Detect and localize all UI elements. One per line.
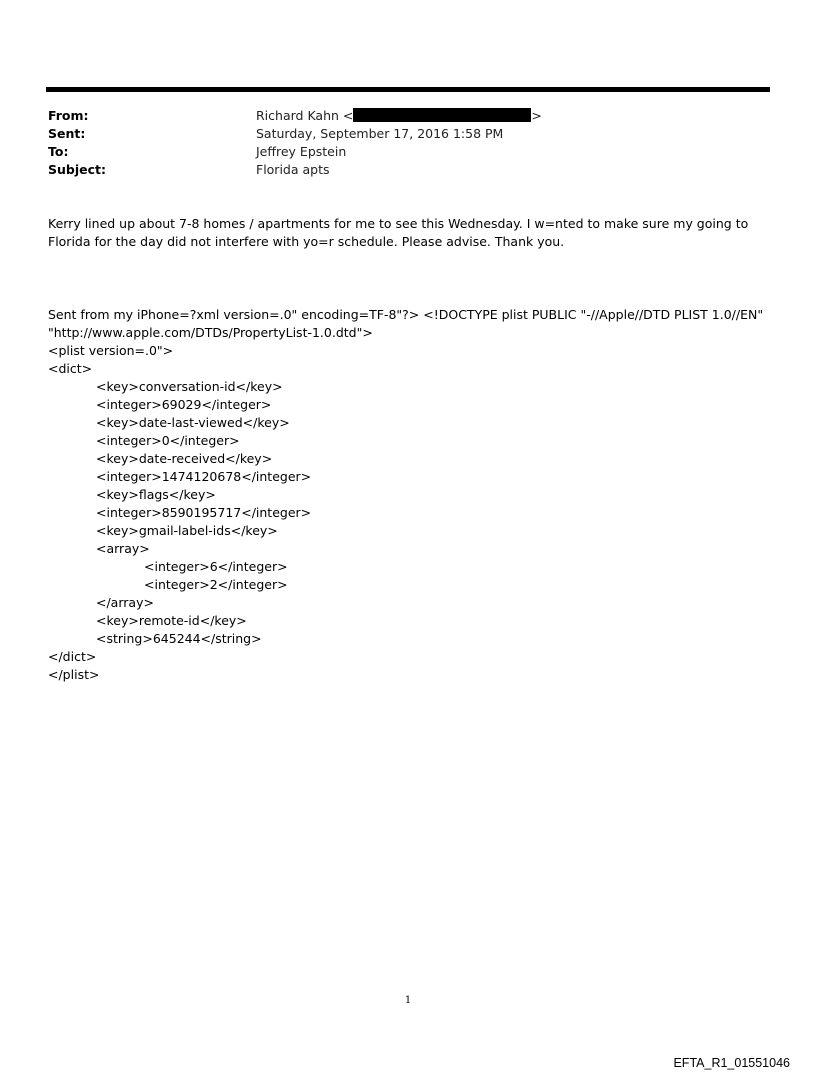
plist-line: <key>date-received</key> (96, 451, 273, 466)
plist-line: <plist version=.0"> (48, 343, 174, 358)
plist-line: <integer>6</integer> (144, 559, 288, 574)
from-row (48, 107, 768, 125)
from-name: Richard Kahn < (256, 108, 354, 123)
plist-line: <integer>0</integer> (96, 433, 240, 448)
plist-line: <integer>1474120678</integer> (96, 469, 312, 484)
plist-line: <integer>69029</integer> (96, 397, 272, 412)
plist-line: <key>remote-id</key> (96, 613, 247, 628)
from-label: From: (48, 108, 89, 123)
plist-block (48, 306, 770, 684)
document-id: EFTA_R1_01551046 (673, 1056, 790, 1070)
plist-line: <key>gmail-label-ids</key> (96, 523, 278, 538)
plist-line: <key>flags</key> (96, 487, 216, 502)
sent-row (48, 125, 768, 143)
plist-line: </array> (96, 595, 154, 610)
sent-label: Sent: (48, 126, 86, 141)
plist-line: <string>645244</string> (96, 631, 262, 646)
sent-value: Saturday, September 17, 2016 1:58 PM (256, 126, 504, 141)
plist-line: <array> (96, 541, 150, 556)
to-label: To: (48, 144, 69, 159)
plist-line: <key>date-last-viewed</key> (96, 415, 290, 430)
to-value: Jeffrey Epstein (256, 144, 347, 159)
from-value (256, 107, 542, 125)
page-number: 1 (404, 995, 412, 1006)
plist-line: </plist> (48, 667, 100, 682)
plist-line: Sent from my iPhone=?xml version=.0" encoding=TF-8"?> <!DOCTYPE plist PUBLIC "-//Apple//DTD PLIST 1.0//EN" (48, 307, 764, 322)
from-suffix: > (531, 108, 542, 123)
plist-line: <integer>8590195717</integer> (96, 505, 312, 520)
plist-line: <dict> (48, 361, 93, 376)
to-row (48, 143, 768, 161)
plist-line: </dict> (48, 649, 97, 664)
plist-line: <key>conversation-id</key> (96, 379, 283, 394)
plist-line: <integer>2</integer> (144, 577, 288, 592)
subject-label: Subject: (48, 162, 106, 177)
subject-row (48, 161, 768, 179)
message-body: Kerry lined up about 7-8 homes / apartments for me to see this Wednesday. I w=nted to make sure my going to Florida for the day did not interfere with yo=r schedule. Please advise. Thank you. (48, 216, 749, 249)
header-divider (46, 87, 770, 92)
plist-line: "http://www.apple.com/DTDs/PropertyList-1.0.dtd"> (48, 325, 373, 340)
subject-value: Florida apts (256, 162, 330, 177)
redaction-block (353, 108, 531, 122)
